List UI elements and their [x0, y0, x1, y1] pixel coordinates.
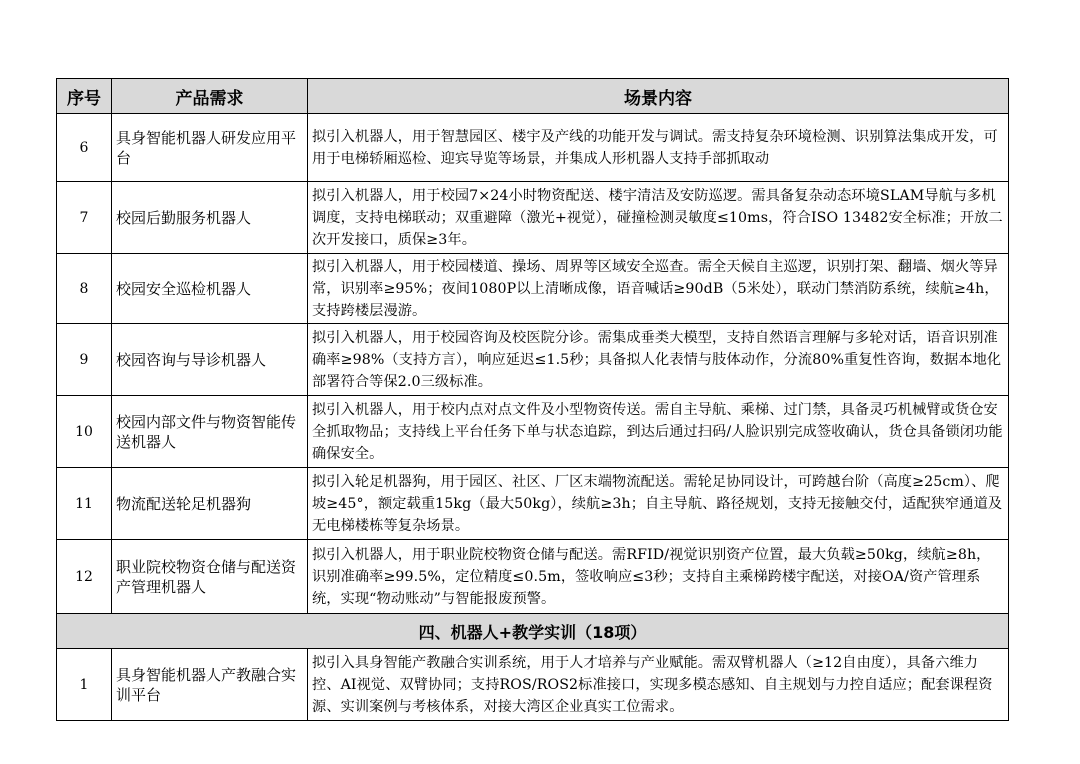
- row-scene-description: 拟引入机器人，用于校园楼道、操场、周界等区域安全巡查。需全天候自主巡逻，识别打架、翻墙、烟火等异常，识别率≥95%；夜间1080P以上清晰成像，语音喊话≥90dB（5米处），联动门禁消防系统，续航≥4h，支持跨楼层漫游。: [308, 254, 1009, 324]
- row-number: 12: [57, 540, 112, 614]
- row-number: 10: [57, 396, 112, 468]
- header-serial: 序号: [57, 79, 112, 114]
- row-scene-description: 拟引入机器人，用于职业院校物资仓储与配送。需RFID/视觉识别资产位置，最大负载≥50kg，续航≥8h，识别准确率≥99.5%，定位精度≤0.5m，签收响应≤3秒；支持自主乘梯跨楼宇配送，对接OA/资产管理系统，实现“物动账动”与智能报废预警。: [308, 540, 1009, 614]
- table-row: [57, 396, 1009, 468]
- row-product-name: 物流配送轮足机器狗: [112, 468, 308, 540]
- row-scene-description: [308, 114, 1009, 182]
- row-product-name: 具身智能机器人研发应用平台: [112, 114, 308, 182]
- row-product-name: 职业院校物资仓储与配送资产管理机器人: [112, 540, 308, 614]
- row-product-name: 校园后勤服务机器人: [112, 182, 308, 254]
- row-scene-description: 拟引入机器人，用于校内点对点文件及小型物资传送。需自主导航、乘梯、过门禁，具备灵巧机械臂或货仓安全抓取物品；支持线上平台任务下单与状态追踪，到达后通过扫码/人脸识别完成签收确认，货仓具备锁闭功能确保安全。: [308, 396, 1009, 468]
- row-scene-text: 拟引入机器人，用于智慧园区、楼宇及产线的功能开发与调试。需支持复杂环境检测、识别算法集成开发，可用于电梯轿厢巡检、迎宾导览等场景，并集成人形机器人支持手部抓取动: [312, 128, 998, 167]
- header-scene-content: 场景内容: [308, 79, 1009, 114]
- row-scene-description: 拟引入具身智能产教融合实训系统，用于人才培养与产业赋能。需双臂机器人（≥12自由度），具备六维力控、AI视觉、双臂协同；支持ROS/ROS2标准接口，实现多模态感知、自主规划与力控自适应；配套课程资源、实训案例与考核体系，对接大湾区企业真实工位需求。: [308, 649, 1009, 721]
- row-product-name: 校园咨询与导诊机器人: [112, 324, 308, 396]
- row-product-name: 校园内部文件与物资智能传送机器人: [112, 396, 308, 468]
- table-row: [57, 254, 1009, 324]
- table-row: [57, 540, 1009, 614]
- table-header-row: [57, 79, 1009, 114]
- row-product-name: 校园安全巡检机器人: [112, 254, 308, 324]
- row-number: 8: [57, 254, 112, 324]
- table-row: [57, 182, 1009, 254]
- row-product-name: 具身智能机器人产教融合实训平台: [112, 649, 308, 721]
- row-number: 11: [57, 468, 112, 540]
- row-number: 7: [57, 182, 112, 254]
- section-title: 四、机器人+教学实训（18项）: [57, 614, 1009, 649]
- header-product-demand: 产品需求: [112, 79, 308, 114]
- row-scene-description: 拟引入机器人，用于校园7×24小时物资配送、楼宇清洁及安防巡逻。需具备复杂动态环境SLAM导航与多机调度，支持电梯联动；双重避障（激光+视觉），碰撞检测灵敏度≤10ms，符合ISO 13482安全标准；开放二次开发接口，质保≥3年。: [308, 182, 1009, 254]
- section-header-row: [57, 614, 1009, 649]
- table-row: [57, 649, 1009, 721]
- row-number: 1: [57, 649, 112, 721]
- table-row: [57, 324, 1009, 396]
- row-scene-description: 拟引入轮足机器狗，用于园区、社区、厂区末端物流配送。需轮足协同设计，可跨越台阶（高度≥25cm）、爬坡≥45°，额定载重15kg（最大50kg），续航≥3h；自主导航、路径规划，支持无接触交付，适配狭窄通道及无电梯楼栋等复杂场景。: [308, 468, 1009, 540]
- row-number: 6: [57, 114, 112, 182]
- table-row: [57, 468, 1009, 540]
- row-scene-description: 拟引入机器人，用于校园咨询及校医院分诊。需集成垂类大模型，支持自然语言理解与多轮对话，语音识别准确率≥98%（支持方言），响应延迟≤1.5秒；具备拟人化表情与肢体动作，分流80%重复性咨询，数据本地化部署符合等保2.0三级标准。: [308, 324, 1009, 396]
- requirements-table: [56, 78, 1009, 721]
- row-number: 9: [57, 324, 112, 396]
- table-row: [57, 114, 1009, 182]
